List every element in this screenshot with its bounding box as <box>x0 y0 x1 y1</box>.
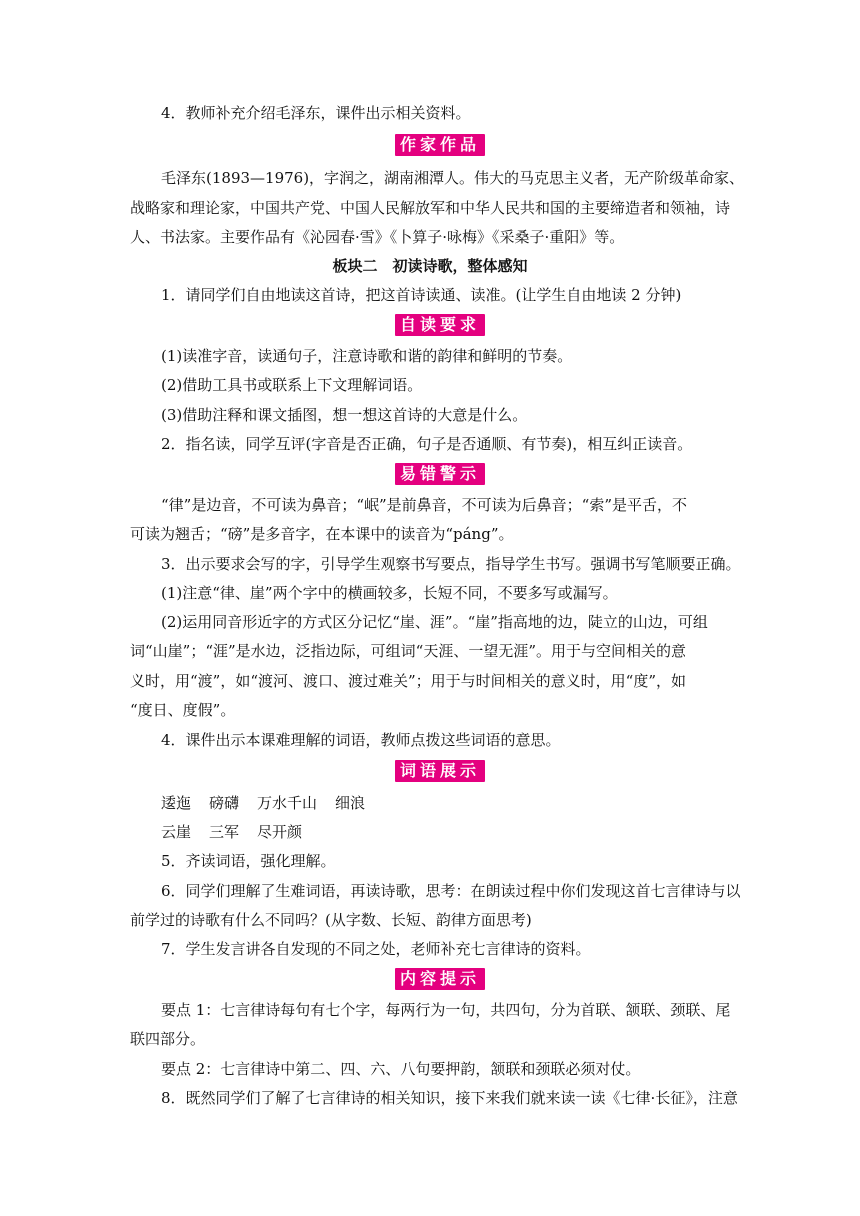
author-bio-line-2: 战略家和理论家，中国共产党、中国人民解放军和中华人民共和国的主要缔造者和领袖，诗 <box>130 199 731 217</box>
section-heading: 板块二 初读诗歌，整体感知 <box>332 257 528 275</box>
paragraph-step-4: 4．教师补充介绍毛泽东，课件出示相关资料。 <box>161 104 471 122</box>
word-item: 细浪 <box>335 794 366 812</box>
word-item: 尽开颜 <box>257 823 303 841</box>
section-tag-errors: 易错警示 <box>395 463 485 485</box>
errors-line-1: “律”是边音，不可读为鼻音；“岷”是前鼻音，不可读为后鼻音；“索”是平舌，不 <box>161 496 688 514</box>
writing-note-2-line-1: (2)运用同音形近字的方式区分记忆“崖、涯”。“崖”指高地的边，陡立的山边，可组 <box>161 613 708 631</box>
point-1-line-1: 要点 1：七言律诗每句有七个字，每两行为一句，共四句，分为首联、颔联、颈联、尾 <box>161 1001 731 1019</box>
section-tag-author: 作家作品 <box>395 134 485 156</box>
word-list-1 <box>161 792 383 814</box>
paragraph-read-1: 1．请同学们自由地读这首诗，把这首诗读通、读准。(让学生自由地读 2 分钟) <box>161 286 682 304</box>
errors-line-2: 可读为翘舌；“磅”是多音字，在本课中的读音为“páng”。 <box>130 525 514 543</box>
word-item: 三军 <box>209 823 240 841</box>
author-bio-line-1: 毛泽东(1893—1976)，字润之，湖南湘潭人。伟大的马克思主义者，无产阶级革命家、 <box>161 169 745 187</box>
word-item: 磅礴 <box>209 794 240 812</box>
section-tag-words: 词语展示 <box>395 760 485 782</box>
requirement-3: (3)借助注释和课文插图，想一想这首诗的大意是什么。 <box>161 406 528 424</box>
requirement-1: (1)读准字音，读通句子，注意诗歌和谐的韵律和鲜明的节奏。 <box>161 347 573 365</box>
paragraph-step-8: 8．既然同学们了解了七言律诗的相关知识，接下来我们就来读一读《七律·长征》，注意 <box>161 1089 738 1107</box>
word-item: 云崖 <box>161 823 192 841</box>
paragraph-read-2: 2．指名读，同学互评(字音是否正确，句子是否通顺、有节奏)，相互纠正读音。 <box>161 435 693 453</box>
paragraph-step-7: 7．学生发言讲各自发现的不同之处，老师补充七言律诗的资料。 <box>161 940 591 958</box>
paragraph-step-4b: 4．课件出示本课难理解的词语，教师点拨这些词语的意思。 <box>161 731 561 749</box>
point-2: 要点 2：七言律诗中第二、四、六、八句要押韵，颔联和颈联必须对仗。 <box>161 1060 641 1078</box>
word-item: 逶迤 <box>161 794 192 812</box>
paragraph-step-6-line-1: 6．同学们理解了生难词语，再读诗歌，思考：在朗读过程中你们发现这首七言律诗与以 <box>161 882 741 900</box>
writing-note-2-line-4: “度日、度假”。 <box>130 701 236 719</box>
paragraph-step-5: 5．齐读词语，强化理解。 <box>161 852 336 870</box>
paragraph-step-6-line-2: 前学过的诗歌有什么不同吗？(从字数、长短、韵律方面思考) <box>130 911 532 929</box>
author-bio-line-3: 人、书法家。主要作品有《沁园春·雪》《卜算子·咏梅》《采桑子·重阳》等。 <box>130 228 625 246</box>
paragraph-step-3: 3．出示要求会写的字，引导学生观察书写要点，指导学生书写。强调书写笔顺要正确。 <box>161 555 741 573</box>
section-tag-content: 内容提示 <box>395 968 485 990</box>
writing-note-2-line-2: 词“山崖”；“涯”是水边，泛指边际，可组词“天涯、一望无涯”。用于与空间相关的意 <box>130 642 687 660</box>
word-item: 万水千山 <box>257 794 318 812</box>
word-list-2 <box>161 821 320 843</box>
point-1-line-2: 联四部分。 <box>130 1030 206 1048</box>
section-tag-self-reading: 自读要求 <box>395 314 485 336</box>
writing-note-1: (1)注意“律、崖”两个字中的横画较多，长短不同，不要多写或漏写。 <box>161 584 618 602</box>
writing-note-2-line-3: 义时，用“渡”，如“渡河、渡口、渡过难关”；用于与时间相关的意义时，用“度”，如 <box>130 672 687 690</box>
requirement-2: (2)借助工具书或联系上下文理解词语。 <box>161 376 423 394</box>
